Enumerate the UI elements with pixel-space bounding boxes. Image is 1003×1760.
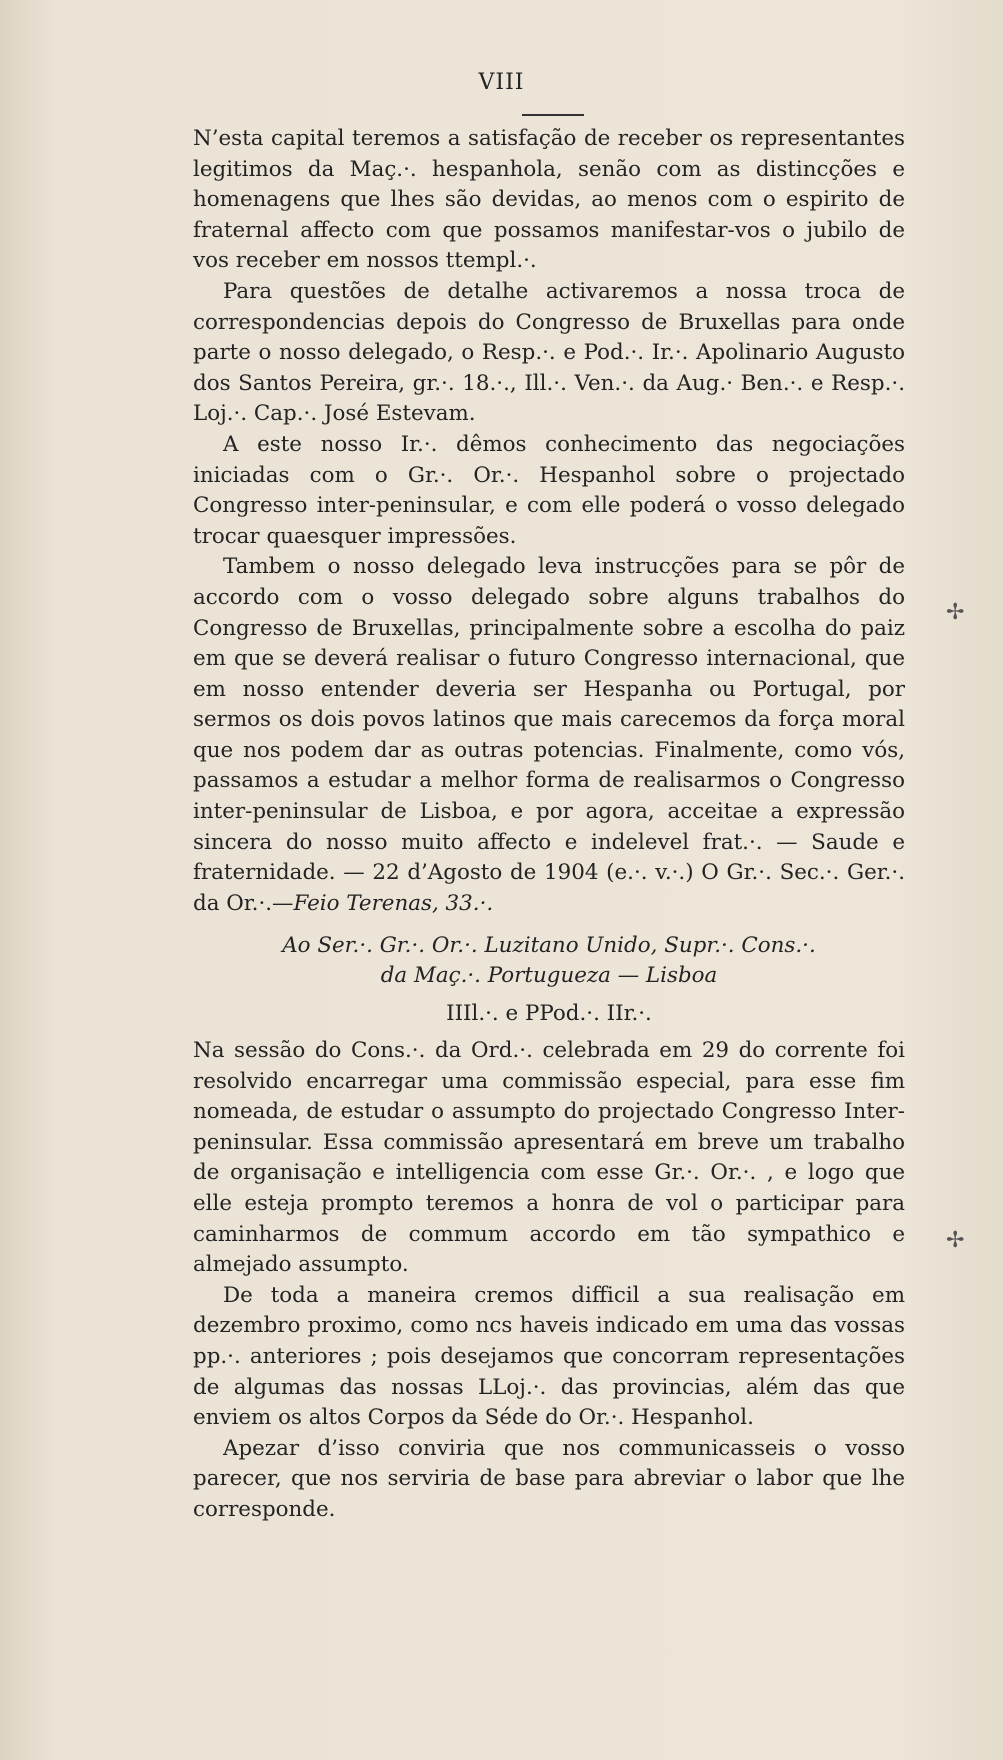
paragraph-1: N’esta capital teremos a satisfação de receber os representantes legitimos da Maç.·. hespanhola, senão com as distincções e homenagens que lhes são devidas, ao menos com o espirito de fraternal affecto com que possamos manifestar-vos o jubilo de vos receber em nossos ttempl.·.: [193, 126, 905, 274]
paragraph-6: De toda a maneira cremos difficil a sua realisação em dezembro proximo, como ncs haveis indicado em uma das vossas pp.·. anteriores ; pois desejamos que concorram representações de algumas das nossas LLoj.·. das provincias, além das que enviem os altos Corpos da Séde do Or.·. Hespanhol.: [193, 1282, 905, 1431]
letter-address: [193, 931, 905, 991]
paragraph-3: A este nosso Ir.·. dêmos conhecimento das negociações iniciadas com o Gr.·. Or.·. Hespanhol sobre o projectado Congresso inter-peninsular, e com elle poderá o vosso delegado trocar quaesquer impressões.: [193, 431, 905, 549]
page-number: VIII: [478, 70, 525, 95]
margin-mark-icon-2: ✢: [946, 1228, 965, 1253]
paragraph-5: Na sessão do Cons.·. da Ord.·. celebrada em 29 do corrente foi resolvido encarregar uma commissão especial, para esse fim nomeada, de estudar o assumpto do projectado Congresso Inter-peninsular. Essa commissão apresentará em breve um trabalho de organisação e intelligencia com esse Gr.·. Or.·. , e logo que elle esteja prompto teremos a honra de vol o participar para caminharmos de commum accordo em tão sympathico e almejado assumpto.: [193, 1038, 905, 1278]
signature: Feio Terenas, 33.·.: [293, 890, 494, 916]
address-line-2: da Maç.·. Portugueza — Lisboa: [380, 963, 718, 989]
paragraph-4-text: Tambem o nosso delegado leva instrucções para se pôr de accordo com o vosso delegado sobre alguns trabalhos do Congresso de Bruxellas, principalmente sobre a escolha do paiz em que se deverá realisar o futuro Congresso internacional, que em nosso entender deveria ser Hespanha ou Portugal, por sermos os dois povos latinos que mais carecemos da força moral que nos podem dar as outras potencias. Finalmente, como vós, passamos a estudar a melhor forma de realisarmos o Congresso inter-peninsular de Lisboa, e por agora, acceitae a expressão sincera do nosso muito affecto e indelevel frat.·. — Saude e fraternidade. — 22 d’Agosto de 1904 (e.·. v.·.) O Gr.·. Sec.·. Ger.·. da Or.·.—: [193, 554, 905, 916]
paragraph-2: Para questões de detalhe activaremos a nossa troca de correspondencias depois do Congresso de Bruxellas para onde parte o nosso delegado, o Resp.·. e Pod.·. Ir.·. Apolinario Augusto dos Santos Pereira, gr.·. 18.·., Ill.·. Ven.·. da Aug.· Ben.·. e Resp.·. Loj.·. Cap.·. José Estevam.: [193, 278, 905, 427]
header-rule: [522, 114, 584, 116]
body-text: [193, 124, 905, 1526]
address-line-1: Ao Ser.·. Gr.·. Or.·. Luzitano Unido, Supr.·. Cons.·.: [282, 933, 816, 959]
margin-mark-icon: ✢: [946, 600, 965, 625]
paragraph-7: Apezar d’isso conviria que nos communicasseis o vosso parecer, que nos serviria de base para abreviar o labor que lhe corresponde.: [193, 1435, 905, 1522]
salutation: IIIl.·. e PPod.·. IIr.·.: [446, 1001, 652, 1027]
paragraph-4: [193, 552, 905, 919]
